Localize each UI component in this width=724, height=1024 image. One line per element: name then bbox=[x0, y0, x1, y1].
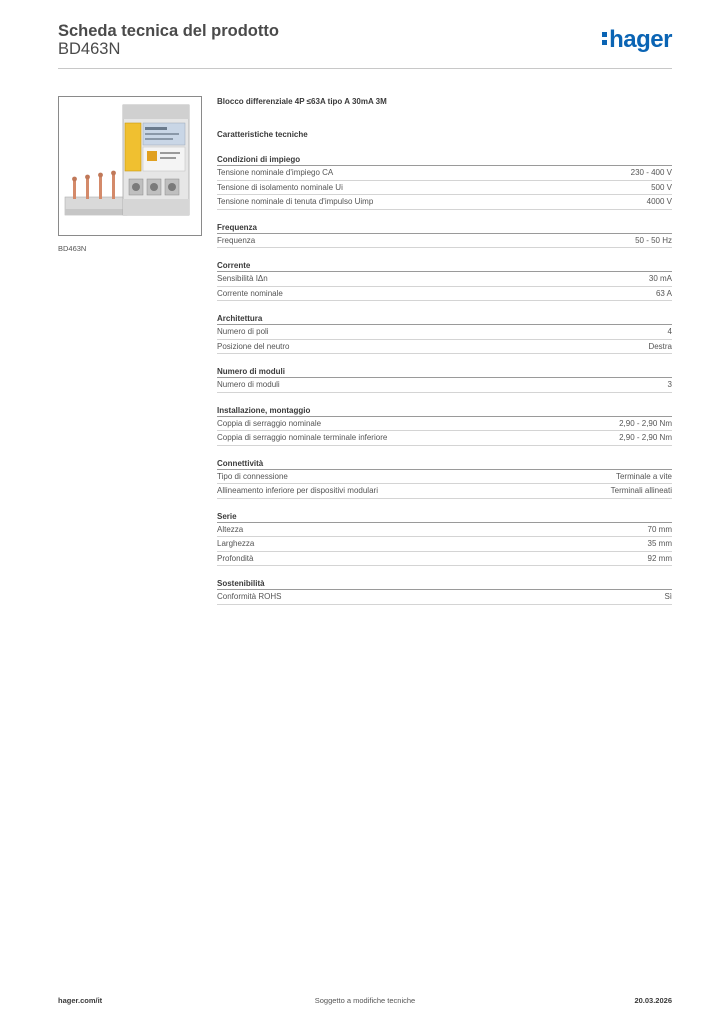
hager-logo bbox=[602, 26, 672, 54]
section-title: Corrente bbox=[217, 259, 672, 272]
spec-row bbox=[217, 537, 672, 552]
spec-label: Altezza bbox=[217, 524, 244, 534]
spec-label: Conformità ROHS bbox=[217, 592, 282, 601]
spec-value: 50 - 50 Hz bbox=[635, 235, 672, 245]
spec-section bbox=[217, 221, 672, 249]
footer-website[interactable]: hager.com/it bbox=[58, 996, 103, 1005]
spec-row bbox=[217, 272, 672, 287]
spec-label: Posizione del neutro bbox=[217, 341, 290, 351]
page-footer bbox=[58, 996, 672, 1010]
spec-label: Coppia di serraggio nominale terminale inferiore bbox=[217, 433, 388, 442]
footer-note: Soggetto a modifiche tecniche bbox=[314, 996, 416, 1005]
tech-heading: Caratteristiche tecniche bbox=[217, 130, 308, 139]
spec-label: Allineamento inferiore per dispositivi modulari bbox=[217, 486, 378, 495]
spec-section bbox=[217, 312, 672, 354]
spec-value: 3 bbox=[667, 380, 672, 389]
spec-section bbox=[217, 404, 672, 446]
spec-value: 63 A bbox=[655, 288, 672, 298]
spec-value: 35 mm bbox=[647, 539, 672, 548]
product-image bbox=[58, 96, 202, 236]
spec-value: 70 mm bbox=[647, 524, 672, 534]
logo-dots-icon bbox=[602, 30, 607, 46]
spec-section bbox=[217, 365, 672, 393]
spec-label: Profondità bbox=[217, 553, 254, 563]
spec-label: Corrente nominale bbox=[217, 288, 283, 298]
spec-row bbox=[217, 166, 672, 181]
product-name: Blocco differenziale 4P ≤63A tipo A 30mA 3M bbox=[217, 97, 387, 106]
spec-row bbox=[217, 590, 672, 605]
spec-row bbox=[217, 523, 672, 538]
spec-value: Terminali allineati bbox=[610, 486, 672, 495]
spec-label: Frequenza bbox=[217, 235, 256, 245]
page-header bbox=[58, 22, 672, 69]
spec-label: Numero di poli bbox=[217, 327, 269, 336]
product-code: BD463N bbox=[58, 40, 121, 58]
spec-row bbox=[217, 378, 672, 393]
spec-value: 230 - 400 V bbox=[630, 168, 672, 177]
spec-row bbox=[217, 195, 672, 210]
spec-label: Coppia di serraggio nominale bbox=[217, 418, 322, 428]
footer-date: 20.03.2026 bbox=[634, 996, 672, 1005]
section-title: Frequenza bbox=[217, 221, 672, 234]
section-title: Sostenibilità bbox=[217, 577, 672, 590]
spec-row bbox=[217, 552, 672, 567]
spec-label: Numero di moduli bbox=[217, 380, 280, 389]
section-title: Condizioni di impiego bbox=[217, 153, 672, 166]
spec-label: Sensibilità IΔn bbox=[217, 274, 268, 283]
spec-value: Destra bbox=[648, 341, 672, 351]
spec-row bbox=[217, 181, 672, 196]
spec-value: 4 bbox=[667, 327, 672, 336]
spec-row bbox=[217, 484, 672, 499]
spec-section bbox=[217, 457, 672, 499]
spec-value: 30 mA bbox=[648, 274, 672, 283]
product-photo-icon bbox=[59, 97, 201, 235]
spec-value: Terminale a vite bbox=[615, 471, 672, 481]
spec-label: Tensione nominale d'impiego CA bbox=[217, 168, 334, 177]
spec-label: Larghezza bbox=[217, 539, 255, 548]
spec-row bbox=[217, 234, 672, 249]
spec-value: 2,90 - 2,90 Nm bbox=[619, 418, 672, 428]
section-title: Serie bbox=[217, 510, 672, 523]
section-title: Installazione, montaggio bbox=[217, 404, 672, 417]
spec-row bbox=[217, 431, 672, 446]
spec-section bbox=[217, 510, 672, 567]
spec-row bbox=[217, 340, 672, 355]
spec-label: Tensione di isolamento nominale Ui bbox=[217, 182, 343, 192]
spec-section bbox=[217, 153, 672, 210]
image-caption: BD463N bbox=[58, 244, 87, 253]
spec-section bbox=[217, 577, 672, 605]
page-title: Scheda tecnica del prodotto bbox=[58, 22, 279, 40]
spec-row bbox=[217, 325, 672, 340]
spec-row bbox=[217, 470, 672, 485]
spec-sections bbox=[217, 153, 672, 605]
spec-value: Sì bbox=[664, 592, 672, 601]
spec-value: 92 mm bbox=[647, 553, 672, 563]
section-title: Architettura bbox=[217, 312, 672, 325]
spec-section bbox=[217, 259, 672, 301]
spec-value: 500 V bbox=[651, 182, 672, 192]
spec-value: 4000 V bbox=[646, 197, 672, 206]
spec-row bbox=[217, 287, 672, 302]
logo-text: hager bbox=[609, 26, 672, 53]
section-title: Numero di moduli bbox=[217, 365, 672, 378]
section-title: Connettività bbox=[217, 457, 672, 470]
spec-label: Tipo di connessione bbox=[217, 471, 288, 481]
spec-row bbox=[217, 417, 672, 432]
spec-label: Tensione nominale di tenuta d'impulso Uimp bbox=[217, 197, 374, 206]
spec-value: 2,90 - 2,90 Nm bbox=[619, 433, 672, 442]
spec-content bbox=[217, 96, 672, 605]
